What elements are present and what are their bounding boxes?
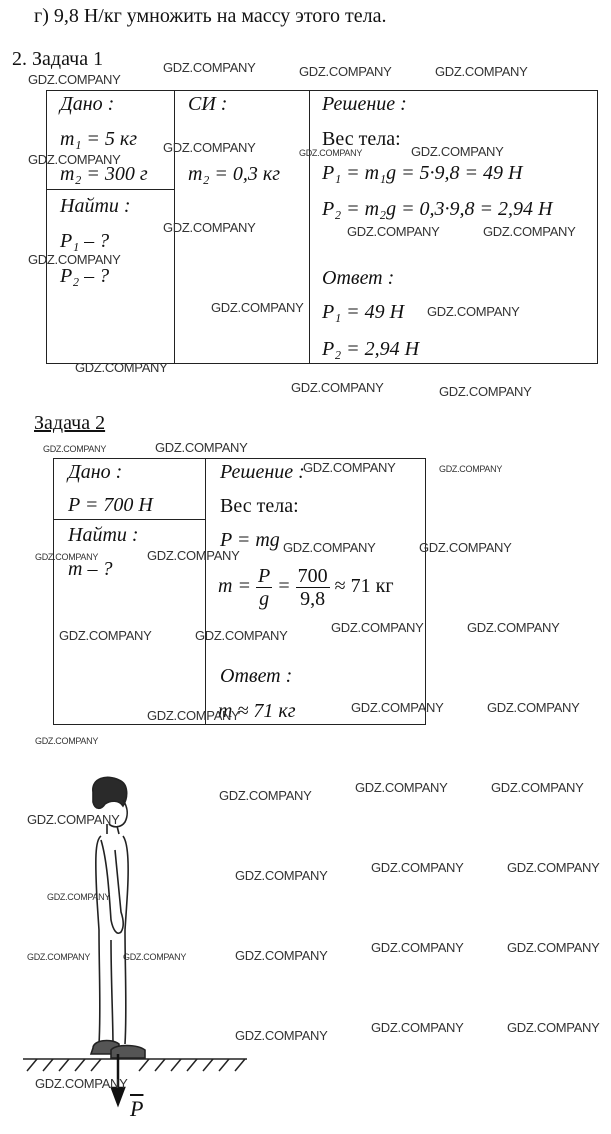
watermark: GDZ.COMPANY [283, 540, 376, 555]
fraction-p-over-g: $\frac{P}{g}$ [257, 565, 271, 610]
watermark: GDZ.COMPANY [163, 140, 256, 155]
watermark: GDZ.COMPANY [355, 780, 448, 795]
watermark: GDZ.COMPANY [35, 1076, 128, 1091]
task2-divider-given [53, 519, 205, 520]
watermark: GDZ.COMPANY [35, 552, 99, 562]
watermark: GDZ.COMPANY [163, 220, 256, 235]
watermark: GDZ.COMPANY [351, 700, 444, 715]
watermark: GDZ.COMPANY [235, 948, 328, 963]
watermark: GDZ.COMPANY [347, 224, 440, 239]
watermark: GDZ.COMPANY [507, 1020, 600, 1035]
watermark: GDZ.COMPANY [219, 788, 312, 803]
task1-divider-2 [309, 90, 310, 364]
task1-answer-label: Ответ : [322, 267, 395, 289]
watermark: GDZ.COMPANY [331, 620, 424, 635]
watermark: GDZ.COMPANY [439, 384, 532, 399]
watermark: GDZ.COMPANY [59, 628, 152, 643]
watermark: GDZ.COMPANY [487, 700, 580, 715]
task1-answer-p1: P₁ = 49 Н [322, 301, 405, 323]
task1-given-m2: m₂ = 300 г [60, 163, 148, 185]
intro-line: г) 9,8 Н/кг умножить на массу этого тела. [34, 5, 387, 27]
watermark: GDZ.COMPANY [371, 940, 464, 955]
watermark: GDZ.COMPANY [28, 152, 121, 167]
watermark: GDZ.COMPANY [43, 444, 107, 454]
task1-solution-p1: P₁ = m₁g = 5·9,8 = 49 Н [322, 162, 523, 184]
task2-heading: Задача 2 [34, 412, 106, 434]
watermark: GDZ.COMPANY [235, 1028, 328, 1043]
task1-si-label: СИ : [188, 93, 228, 115]
watermark: GDZ.COMPANY [371, 1020, 464, 1035]
task2-formula: P = mg [220, 529, 280, 551]
watermark: GDZ.COMPANY [35, 736, 99, 746]
watermark: GDZ.COMPANY [195, 628, 288, 643]
watermark: GDZ.COMPANY [303, 460, 396, 475]
watermark: GDZ.COMPANY [27, 952, 91, 962]
fraction-700-over-9-8: $\frac{700}{9,8}$ [297, 565, 328, 610]
watermark: GDZ.COMPANY [435, 64, 528, 79]
watermark: GDZ.COMPANY [75, 360, 168, 375]
watermark: GDZ.COMPANY [291, 380, 384, 395]
watermark: GDZ.COMPANY [299, 148, 363, 158]
watermark: GDZ.COMPANY [211, 300, 304, 315]
task1-heading: 2. Задача 1 [12, 48, 104, 70]
watermark: GDZ.COMPANY [507, 940, 600, 955]
task2-answer-label: Ответ : [220, 665, 293, 687]
task1-find-label: Найти : [60, 195, 131, 217]
watermark: GDZ.COMPANY [123, 952, 187, 962]
task2-divider-1 [205, 458, 206, 725]
task1-answer-p2: P₂ = 2,94 Н [322, 338, 420, 360]
task1-given-label: Дано : [60, 93, 115, 115]
task2-find-label: Найти : [68, 524, 139, 546]
watermark: GDZ.COMPANY [155, 440, 248, 455]
task1-si-m2: m₂ = 0,3 кг [188, 163, 281, 185]
task1-solution-label: Решение : [322, 93, 407, 115]
task1-find-p1: P₁ – ? [60, 230, 110, 252]
watermark: GDZ.COMPANY [491, 780, 584, 795]
watermark: GDZ.COMPANY [419, 540, 512, 555]
watermark: GDZ.COMPANY [507, 860, 600, 875]
task1-given-m1: m₁ = 5 кг [60, 128, 138, 150]
watermark: GDZ.COMPANY [163, 60, 256, 75]
task2-solution-label: Решение : [220, 461, 305, 483]
watermark: GDZ.COMPANY [371, 860, 464, 875]
force-label: $\overline{P}$ [130, 1096, 144, 1121]
task2-given-label: Дано : [68, 461, 123, 483]
watermark: GDZ.COMPANY [439, 464, 503, 474]
task2-weight-label: Вес тела: [220, 495, 299, 517]
task2-mass-equation: m = $\frac{P}{g}$ = $\frac{700}{9,8}$ ≈ 71 кг [218, 565, 394, 610]
watermark: GDZ.COMPANY [28, 252, 121, 267]
task2-find-m: m – ? [68, 558, 113, 580]
watermark: GDZ.COMPANY [28, 72, 121, 87]
watermark: GDZ.COMPANY [27, 812, 120, 827]
watermark: GDZ.COMPANY [467, 620, 560, 635]
task1-divider-given [46, 189, 174, 190]
watermark: GDZ.COMPANY [411, 144, 504, 159]
ground-surface [23, 1059, 247, 1071]
task2-given-p: P = 700 Н [68, 494, 153, 516]
watermark: GDZ.COMPANY [427, 304, 520, 319]
watermark: GDZ.COMPANY [147, 708, 240, 723]
watermark: GDZ.COMPANY [147, 548, 240, 563]
watermark: GDZ.COMPANY [47, 892, 111, 902]
task2-answer: m ≈ 71 кг [218, 700, 296, 722]
watermark: GDZ.COMPANY [299, 64, 392, 79]
task1-solution-p2: P₂ = m₂g = 0,3·9,8 = 2,94 Н [322, 198, 553, 220]
watermark: GDZ.COMPANY [235, 868, 328, 883]
watermark: GDZ.COMPANY [483, 224, 576, 239]
task1-weight-label: Вес тела: [322, 128, 401, 150]
task1-find-p2: P₂ – ? [60, 265, 110, 287]
